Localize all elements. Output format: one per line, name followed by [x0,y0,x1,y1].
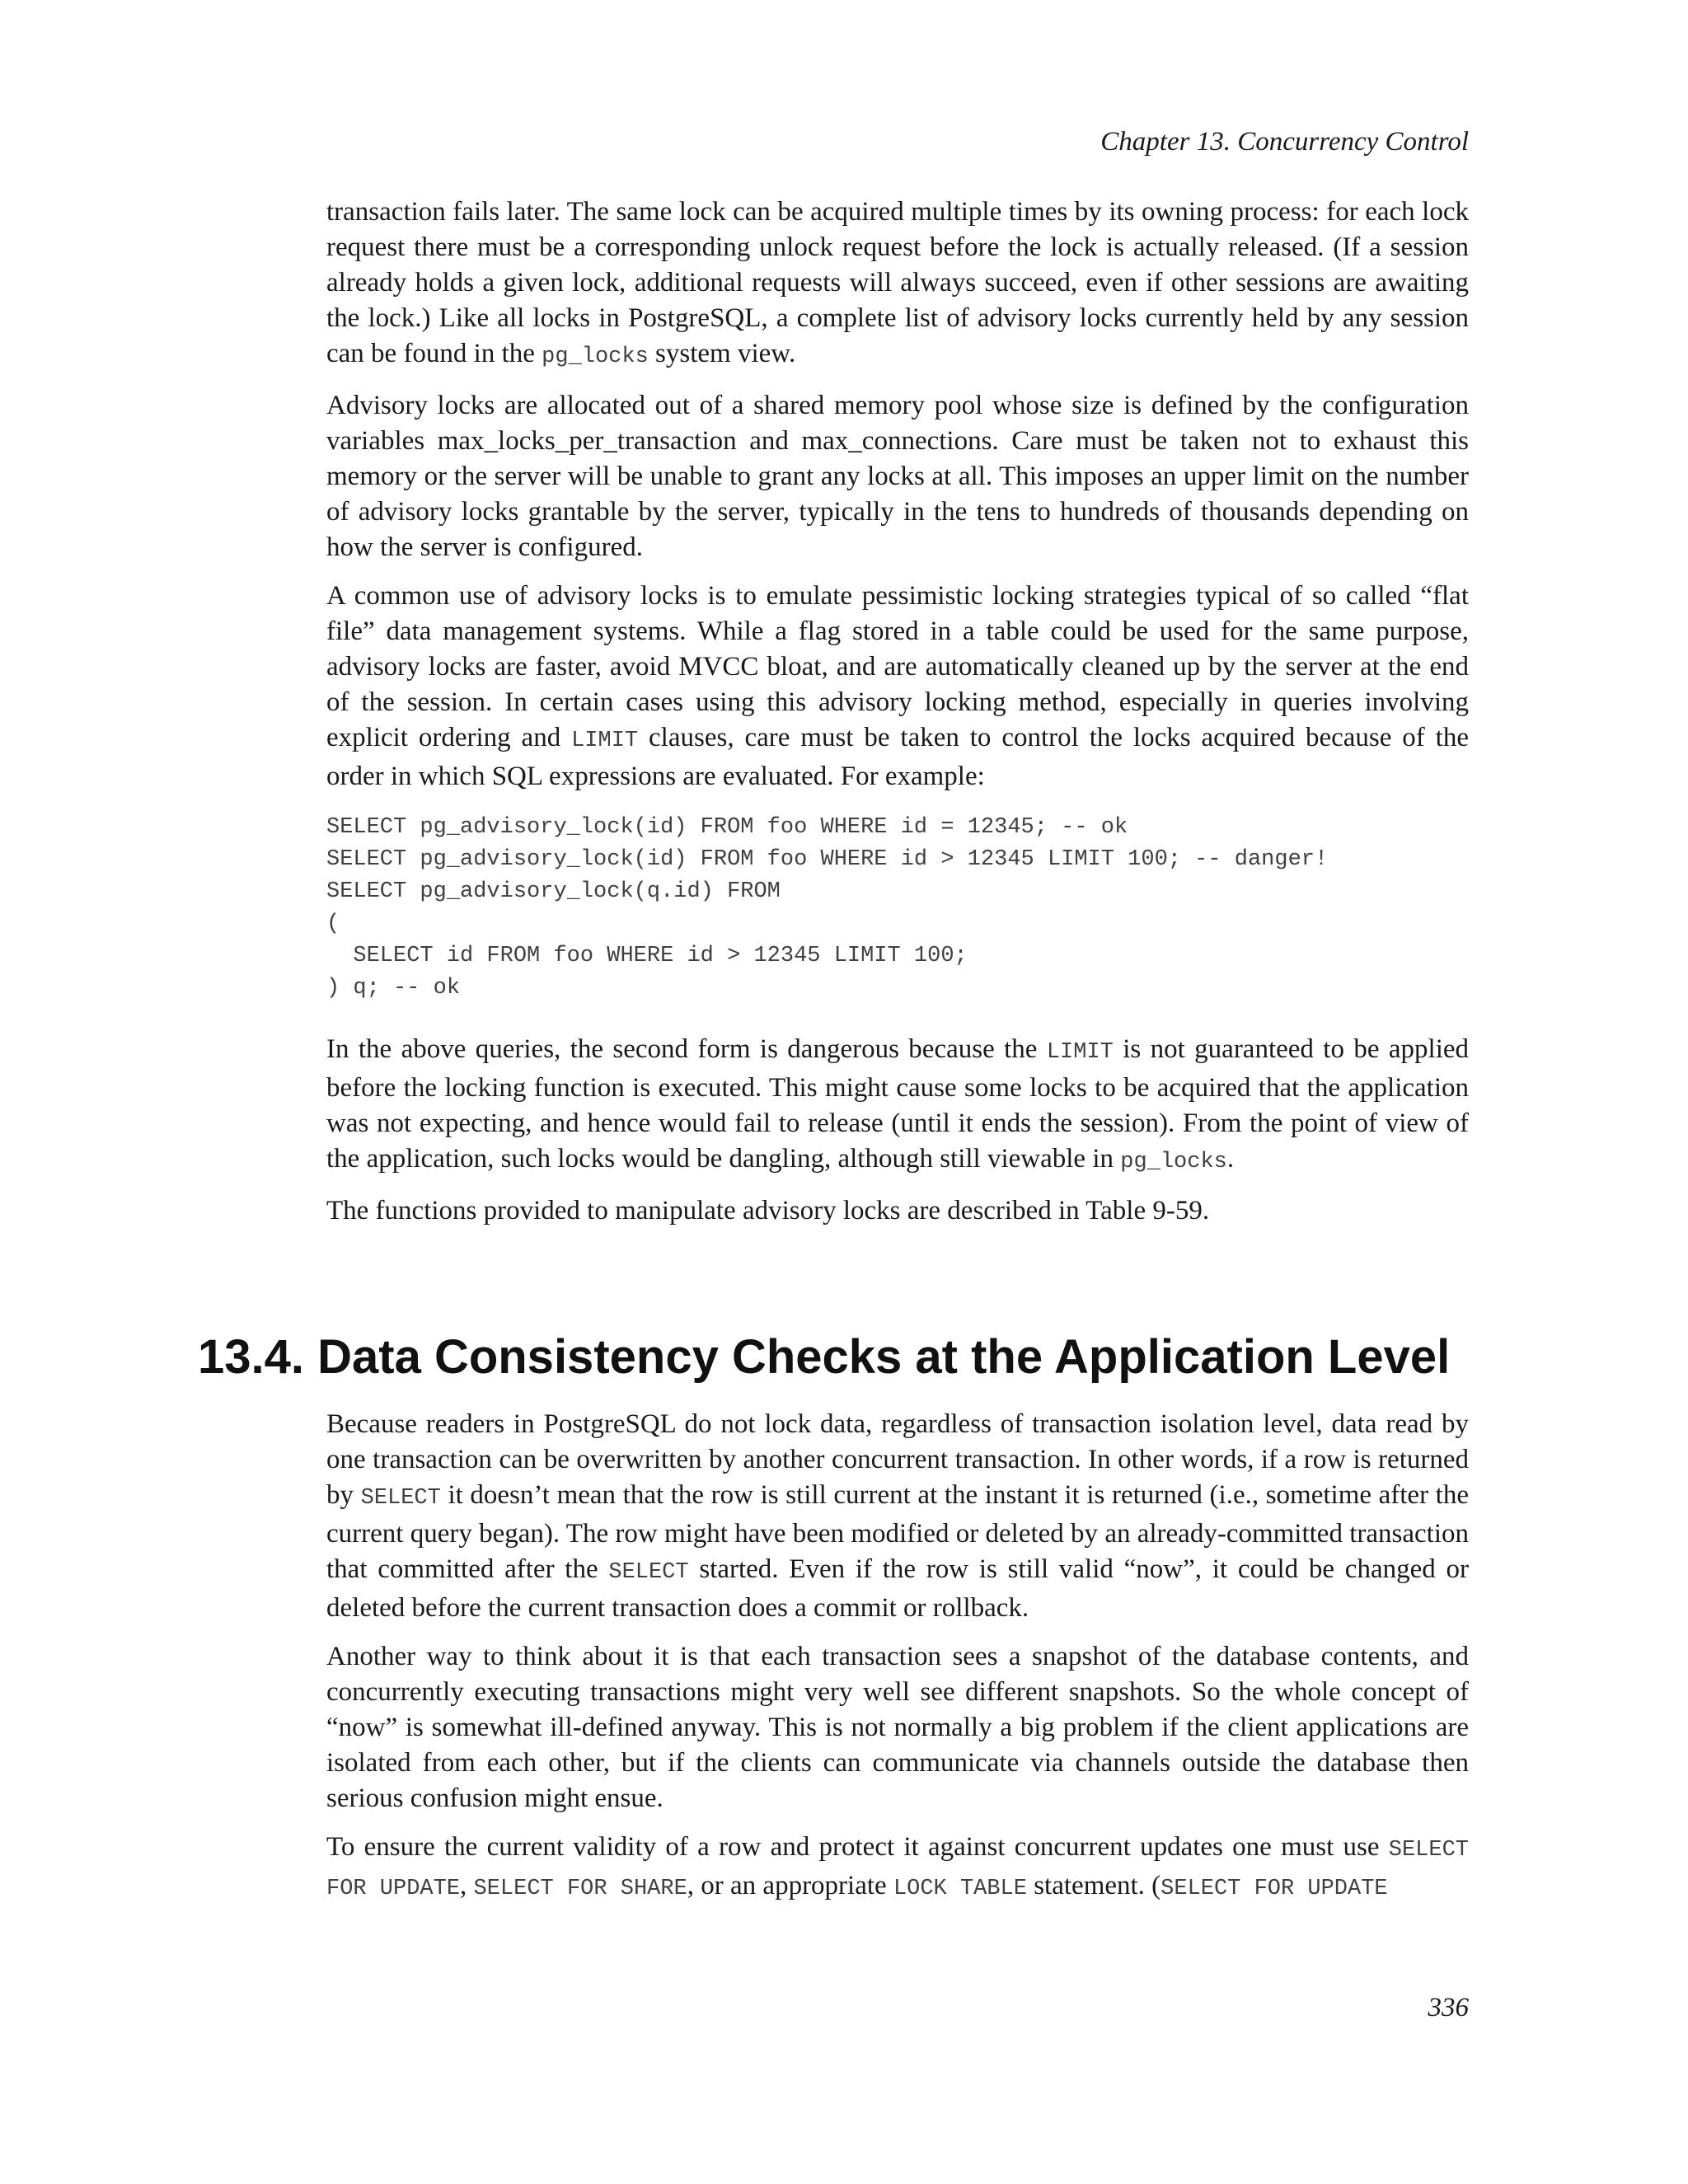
chapter-header: Chapter 13. Concurrency Control [1100,127,1469,157]
section-title: 13.4. Data Consistency Checks at the Application Level [198,1330,1451,1384]
paragraph-readers-no-lock: Because readers in PostgreSQL do not lock data, regardless of transaction isolation level, data read by one transaction can be overwritten by another concurrent transaction. In other words, if a row is returned by SELECT it doesn’t mean that the row is still current at the instant it is returned (i.e., sometime after the current query began). The row might have been modified or deleted by an already-committed transaction that committed after the SELECT started. Even if the row is still valid “now”, it could be changed or deleted before the current transaction does a commit or rollback. [326,1409,1469,1623]
limit-code: LIMIT [571,729,639,753]
paragraph-snapshot: Another way to think about it is that each transaction sees a snapshot of the database contents, and concurrently executing transactions might very well see different snapshots. So the whole concept of “now” is somewhat ill-defined anyway. This is not normally a big problem if the client applications are isolated from each other, but if the clients can communicate via channels outside the database then serious confusion might ensue. [326,1642,1469,1813]
paragraph-shared-memory: Advisory locks are allocated out of a shared memory pool whose size is defined by the configuration variables max_locks_per_transaction and max_connections. Care must be taken not to exhaust this memory or the server will be unable to grant any locks at all. This imposes an upper limit on the number of advisory locks grantable by the server, typically in the tens to hundreds of thousands depending on how the server is configured. [326,391,1469,562]
page-number: 336 [1428,1993,1469,2022]
paragraph-lock-release: transaction fails later. The same lock can be acquired multiple times by its owning process: for each lock request there must be a corresponding unlock request before the lock is actually released. (If a session already holds a given lock, additional requests will always succeed, even if other sessions are awaiting the lock.) Like all locks in PostgreSQL, a complete list of advisory locks currently held by any session can be found in the pg_locks system view. [326,197,1469,369]
pg-locks-code: pg_locks [1120,1150,1227,1174]
top-text-block [326,194,1469,794]
limit-code: LIMIT [1046,1040,1114,1065]
select-code: SELECT [360,1486,441,1511]
paragraph-functions-reference: The functions provided to manipulate advisory locks are described in Table 9-59. [326,1196,1210,1226]
paragraph-ensure-validity: To ensure the current validity of a row and protect it against concurrent updates one must use SELECT FOR UPDATE, SELECT FOR SHARE, or an appropriate LOCK TABLE statement. (SELECT FOR UPDATE [326,1832,1469,1901]
select-code: SELECT [608,1560,689,1585]
select-for-update-code: SELECT FOR UPDATE [326,1838,1469,1901]
mid-text-block [326,1032,1469,1229]
paragraph-flat-file: A common use of advisory locks is to emulate pessimistic locking strategies typical of so called “flat file” data management systems. While a flag stored in a table could be used for the same purpose, advisory locks are faster, avoid MVCC bloat, and are automatically cleaned up by the server at the end of the session. In certain cases using this advisory locking method, especially in queries involving explicit ordering and LIMIT clauses, care must be taken to control the locks acquired because of the order in which SQL expressions are evaluated. For example: [326,581,1469,791]
select-for-share-code: SELECT FOR SHARE [473,1877,687,1901]
code-example-block [326,812,1469,1005]
section-text-block [326,1407,1469,1907]
paragraph-limit-danger: In the above queries, the second form is dangerous because the LIMIT is not guaranteed to be applied before the locking function is executed. This might cause some locks to be acquired that the application was not expecting, and hence would fail to release (until it ends the session). From the point of view of the application, such locks would be dangling, although still viewable in pg_locks. [326,1034,1470,1174]
pg-locks-code: pg_locks [542,344,649,369]
select-for-update-code: SELECT FOR UPDATE [1160,1877,1388,1901]
sql-code-example: SELECT pg_advisory_lock(id) FROM foo WHERE id = 12345; -- ok SELECT pg_advisory_lock(id) FROM foo WHERE id > 12345 LIMIT 100; -- danger! SELECT pg_advisory_lock(q.id) FROM ( SELECT id FROM foo WHERE id > 12345 LIMIT 100; ) q; -- ok [326,815,1329,1001]
lock-table-code: LOCK TABLE [893,1877,1027,1901]
